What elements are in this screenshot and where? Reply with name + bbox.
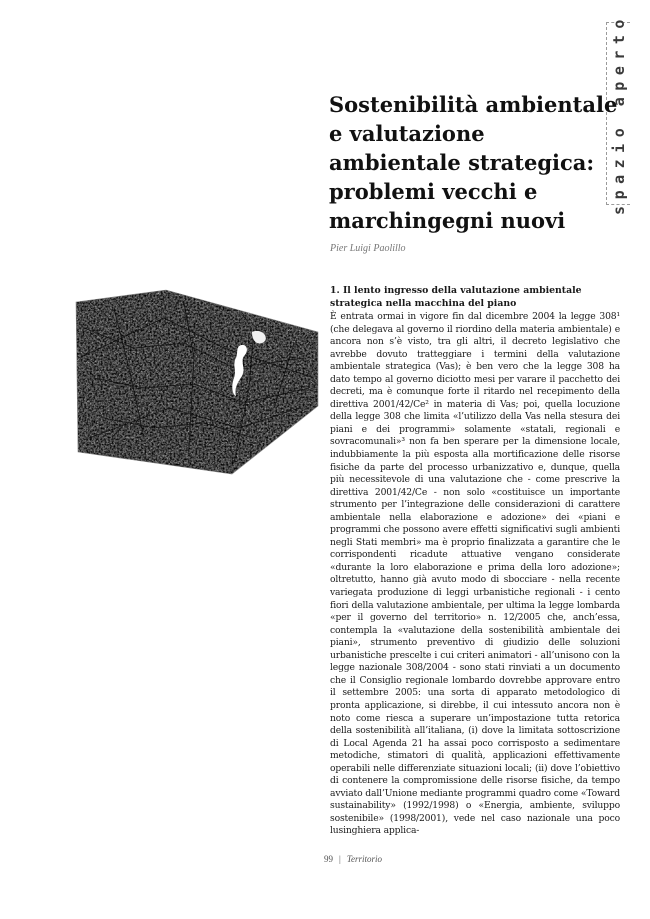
page-footer: [324, 854, 382, 864]
journal-name: Territorio: [346, 854, 382, 864]
body-paragraph: È entrata ormai in vigore fin dal dicembre 2004 la legge 308¹ (che delegava al governo il riordino della materia ambientale) e ancora non s’è visto, tra gli altri, il decreto legislativo che avrebbe dovuto tratteggiare i termini della valutazione ambientale strategica (Vas); è ben vero che la legge 308 ha dato tempo al governo diciotto mesi per varare il pacchetto dei decreti, ma è comunque forte il ritardo nel recepimento della direttiva 2001/42/Ce² in materia di Vas; poi, quella locuzione della legge 308 che limita «l’utilizzo della Vas nella stesura dei piani e dei programmi» solamente «statali, regionali e sovracomunali»³ non fa ben sperare per la dimensione locale, indubbiamente la più esposta alla mortificazione delle risorse fisiche da parte del processo urbanizzativo e, dunque, quella più necessitevole di una valutazione che - come prescrive la direttiva 2001/42/Ce - non solo «costituisce un importante strumento per l’integrazione delle considerazioni di carattere ambientale nella elaborazione e adozione» dei «piani e programmi che possono avere effetti significativi sugli ambienti negli Stati membri» ma è proprio finalizzata a garantire che le corrispondenti ricadute attuative vengano considerate «durante la loro elaborazione e prima della loro adozione»; oltretutto, hanno già avuto modo di sbocciare - nella recente variegata produzione di leggi urbanistiche regionali - i cento fiori della valutazione ambientale, per ultima la legge lombarda «per il governo del territorio» n. 12/2005 che, anch’essa, contempla la «valutazione della sostenibilità ambientale dei piani», strumento preventivo di giudizio delle soluzioni urbanistiche prescelte i cui criteri animatori - all’unisono con la legge nazionale 308/2004 - sono stati rinviati a un documento che il Consiglio regionale lombardo dovrebbe approvare entro il settembre 2005: una sorta di apparato metodologico di pronta applicazione, si direbbe, il cui intessuto ancora non è noto come riesca a superare un’impostazione tutta retorica della sostenibilità all’italiana, (i) dove la limitata sottoscrizione di Local Agenda 21 ha assai poco corrisposto a sedimentare metodiche, stimatori di qualità, applicazioni effettivamente operabili nelle differenziate situazioni locali; (ii) dove l’obiettivo di contenere la compromissione delle risorse fisiche, da tempo avviato dall’Unione mediante programmi quadro come «Toward sustainability» (1992/1998) o «Energia, ambiente, sviluppo sostenibile» (1998/2001), vede nel caso nazionale una poco lusinghiera applica-: [330, 311, 620, 837]
article-title: Sostenibilità ambientale e valutazione ambientale strategica: problemi vecchi e marchingegni nuovi: [329, 92, 618, 233]
terrain-figure: [74, 288, 320, 476]
page-number: 99: [324, 854, 333, 864]
footer-separator: |: [339, 854, 341, 864]
author-name: Pier Luigi Paolillo: [330, 243, 406, 254]
section-tab-label: spazio aperto: [609, 12, 628, 215]
section-heading: 1. Il lento ingresso della valutazione ambientale strategica nella macchina del piano: [330, 285, 582, 309]
